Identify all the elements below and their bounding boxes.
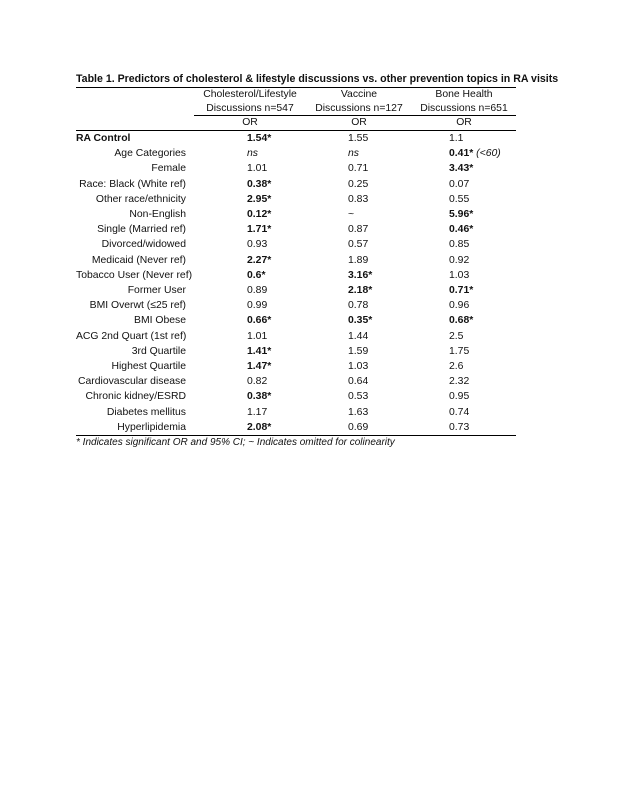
cell-c1 [194, 389, 306, 404]
table-row [76, 268, 516, 283]
cell-c3 [412, 177, 516, 192]
cell-c2 [306, 329, 412, 344]
cell-c1 [194, 177, 306, 192]
footnote: * Indicates significant OR and 95% CI; ~ Indicates omitted for colinearity [76, 437, 395, 449]
table-row [76, 329, 516, 344]
value: ns [247, 148, 258, 160]
cell-c3 [412, 253, 516, 268]
value: 0.68* [449, 315, 474, 327]
value: 1.01 [247, 330, 268, 342]
table-row [76, 405, 516, 420]
value: 5.96* [449, 209, 474, 221]
value: 2.6 [449, 361, 464, 373]
cell-c1 [194, 283, 306, 298]
cell-c1 [194, 420, 306, 436]
table-row [76, 207, 516, 222]
cell-c3 [412, 268, 516, 283]
col2-stat: OR [306, 116, 412, 131]
cell-c2 [306, 177, 412, 192]
cell-c3 [412, 389, 516, 404]
value: 0.41* [449, 148, 474, 160]
value: 1.03 [348, 361, 369, 373]
value: 0.96 [449, 300, 470, 312]
row-label: Race: Black (White ref) [79, 178, 186, 190]
value: 1.63 [348, 406, 369, 418]
row-label: Medicaid (Never ref) [91, 254, 186, 266]
table-row [76, 344, 516, 359]
value: 2.5 [449, 330, 464, 342]
value: 1.44 [348, 330, 369, 342]
value: 0.78 [348, 300, 369, 312]
value: ns [348, 148, 359, 160]
value: 0.87 [348, 224, 369, 236]
value: 0.82 [247, 376, 268, 388]
table-row [76, 161, 516, 176]
stat-row [76, 116, 516, 131]
cell-c3 [412, 298, 516, 313]
row-label: Tobacco User (Never ref) [76, 269, 193, 281]
cell-c3 [412, 237, 516, 252]
table-body [76, 131, 516, 436]
cell-c3 [412, 359, 516, 374]
col3-stat: OR [412, 116, 516, 131]
cell-c1 [194, 146, 306, 161]
header-blank [76, 102, 194, 116]
cell-c2 [306, 344, 412, 359]
header-blank [76, 88, 194, 102]
value: 0.64 [348, 376, 369, 388]
value: 1.17 [247, 406, 268, 418]
cell-c2 [306, 207, 412, 222]
cell-c3 [412, 192, 516, 207]
cell-c1 [194, 313, 306, 328]
cell-c1 [194, 192, 306, 207]
value: 3.43* [449, 163, 474, 175]
value: 2.18* [348, 285, 373, 297]
value: 0.07 [449, 178, 470, 190]
row-label: BMI Overwt (≤25 ref) [89, 300, 186, 312]
value: 0.66* [247, 315, 272, 327]
cell-c3 [412, 329, 516, 344]
value: 1.01 [247, 163, 268, 175]
value: 0.25 [348, 178, 369, 190]
value: 0.55 [449, 193, 470, 205]
row-label: Non-English [129, 209, 186, 221]
value: 0.38* [247, 391, 272, 403]
cell-c2 [306, 359, 412, 374]
cell-c1 [194, 359, 306, 374]
cell-c1 [194, 329, 306, 344]
row-label: BMI Obese [134, 315, 186, 327]
value: 2.27* [247, 254, 272, 266]
row-label: Chronic kidney/ESRD [85, 391, 186, 403]
cell-c2 [306, 283, 412, 298]
cell-c2 [306, 389, 412, 404]
cell-c2 [306, 237, 412, 252]
value: 0.74 [449, 406, 470, 418]
cell-c3 [412, 131, 516, 147]
value: 0.12* [247, 209, 272, 221]
value: 1.03 [449, 269, 470, 281]
cell-c1 [194, 131, 306, 147]
cell-c2 [306, 192, 412, 207]
table-row [76, 177, 516, 192]
col3-header-line1: Bone Health [435, 89, 493, 100]
cell-c2 [306, 146, 412, 161]
cell-c1 [194, 161, 306, 176]
cell-c2 [306, 222, 412, 237]
value: 0.95 [449, 391, 470, 403]
table-row [76, 374, 516, 389]
cell-c3 [412, 313, 516, 328]
table-row [76, 131, 516, 147]
table-row [76, 313, 516, 328]
col2-header-line2: Discussions n=127 [306, 102, 412, 116]
col1-header-line2: Discussions n=547 [194, 102, 306, 116]
value: 3.16* [348, 269, 373, 281]
cell-c3 [412, 283, 516, 298]
header-row-2 [76, 102, 516, 116]
value: 0.71* [449, 285, 474, 297]
row-label: RA Control [76, 133, 131, 144]
cell-c1 [194, 253, 306, 268]
cell-c1 [194, 405, 306, 420]
value: 2.32 [449, 376, 470, 388]
cell-c1 [194, 374, 306, 389]
value: 1.75 [449, 345, 470, 357]
table-title: Table 1. Predictors of cholesterol & lifestyle discussions vs. other prevention topics in RA visits [76, 72, 516, 88]
table-row [76, 192, 516, 207]
row-label: Single (Married ref) [97, 224, 186, 236]
cell-c1 [194, 344, 306, 359]
table-row [76, 222, 516, 237]
table-row [76, 420, 516, 436]
col3-header-line2: Discussions n=651 [412, 102, 516, 116]
cell-c1 [194, 207, 306, 222]
value: 0.6* [247, 269, 266, 281]
cell-c3 [412, 344, 516, 359]
col1-header-line1: Cholesterol/Lifestyle [203, 89, 297, 100]
cell-c2 [306, 313, 412, 328]
cell-c1 [194, 237, 306, 252]
cell-c1 [194, 222, 306, 237]
value: 0.71 [348, 163, 369, 175]
header-blank [76, 116, 194, 131]
value: 1.71* [247, 224, 272, 236]
value: 1.1 [449, 133, 464, 144]
row-label: Highest Quartile [111, 361, 186, 373]
cell-c2 [306, 268, 412, 283]
value: 0.92 [449, 254, 470, 266]
cell-c1 [194, 298, 306, 313]
value: 0.99 [247, 300, 268, 312]
cell-c2 [306, 298, 412, 313]
row-label: Female [151, 163, 186, 175]
cell-c1 [194, 268, 306, 283]
cell-c3 [412, 222, 516, 237]
cell-c2 [306, 374, 412, 389]
value: 0.53 [348, 391, 369, 403]
table-row [76, 283, 516, 298]
value: 2.08* [247, 421, 272, 433]
value: 2.95* [247, 193, 272, 205]
table-row [76, 237, 516, 252]
value: 0.69 [348, 421, 369, 433]
cell-c3 [412, 161, 516, 176]
value: 1.54* [247, 133, 272, 144]
value: 1.47* [247, 361, 272, 373]
row-label: ACG 2nd Quart (1st ref) [76, 330, 187, 342]
value-note: (<60) [476, 148, 501, 160]
row-label: Cardiovascular disease [77, 376, 186, 388]
row-label: Other race/ethnicity [95, 193, 186, 205]
cell-c3 [412, 405, 516, 420]
cell-c2 [306, 131, 412, 147]
value: 0.57 [348, 239, 369, 251]
table-row [76, 359, 516, 374]
header-row-1 [76, 88, 516, 102]
value: 0.35* [348, 315, 373, 327]
value: 0.46* [449, 224, 474, 236]
row-label: Former User [127, 285, 186, 297]
cell-c2 [306, 405, 412, 420]
cell-c3 [412, 207, 516, 222]
row-label: Age Categories [114, 148, 186, 160]
value: 1.55 [348, 133, 369, 144]
cell-c2 [306, 420, 412, 436]
cell-c3 [412, 420, 516, 436]
value: 1.59 [348, 345, 369, 357]
row-label: Hyperlipidemia [76, 420, 194, 436]
document [76, 72, 559, 450]
value: 0.83 [348, 193, 369, 205]
cell-c3 [412, 146, 516, 161]
value: 0.93 [247, 239, 268, 251]
row-label: 3rd Quartile [131, 345, 186, 357]
table-row [76, 253, 516, 268]
table-row [76, 389, 516, 404]
cell-c2 [306, 253, 412, 268]
value: 0.89 [247, 285, 268, 297]
row-label: Diabetes mellitus [106, 406, 186, 418]
cell-c2 [306, 161, 412, 176]
table-row [76, 146, 516, 161]
table-row [76, 298, 516, 313]
value: 0.38* [247, 178, 272, 190]
value: ~ [348, 209, 355, 221]
col2-header-line1: Vaccine [340, 89, 378, 100]
value: 0.73 [449, 421, 470, 433]
results-table [76, 88, 516, 436]
col1-stat: OR [194, 116, 306, 131]
value: 0.85 [449, 239, 470, 251]
cell-c3 [412, 374, 516, 389]
value: 1.41* [247, 345, 272, 357]
row-label: Divorced/widowed [101, 239, 186, 251]
value: 1.89 [348, 254, 369, 266]
